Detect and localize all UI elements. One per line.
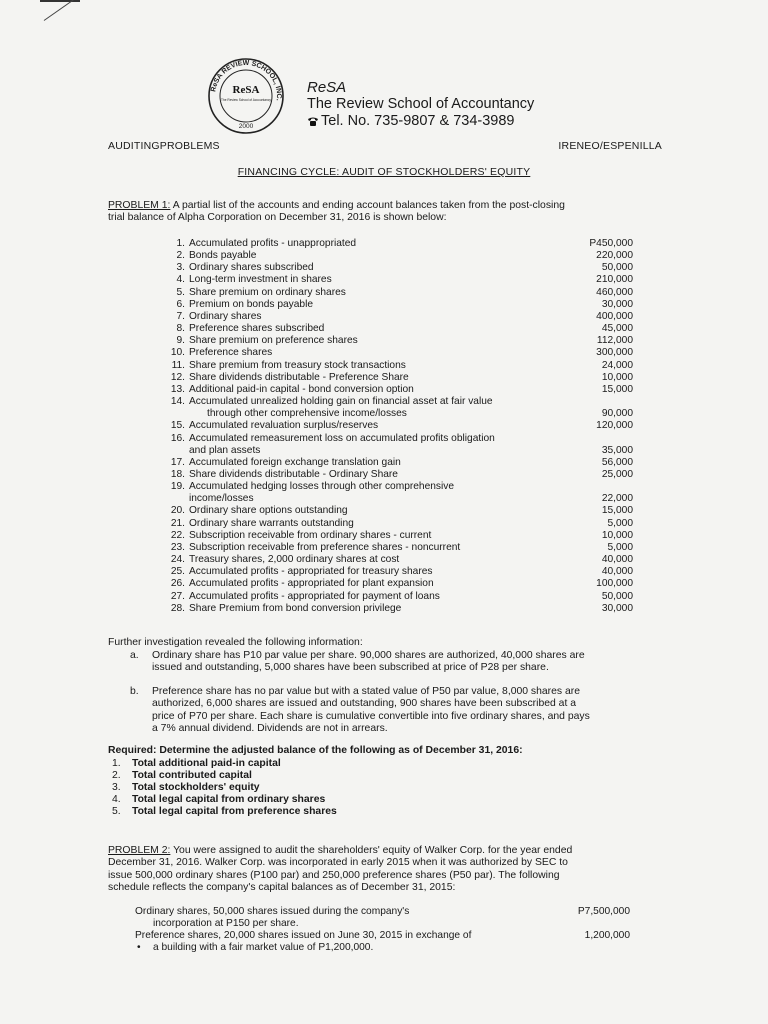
- phone-line: [307, 113, 534, 130]
- account-label: Ordinary shares subscribed: [189, 262, 314, 274]
- account-number: 27.: [170, 590, 185, 602]
- account-label: Subscription receivable from ordinary shares - current: [189, 529, 432, 541]
- account-number: 5.: [176, 286, 185, 298]
- account-label: Share Premium from bond conversion privilege: [189, 602, 402, 614]
- required-text: Total contributed capital: [132, 770, 252, 781]
- account-label: Share premium on ordinary shares: [189, 286, 346, 298]
- account-amount: 90,000: [601, 408, 633, 420]
- account-label: Bonds payable: [189, 250, 257, 262]
- account-row: [163, 250, 633, 262]
- account-label: Share premium from treasury stock transactions: [189, 359, 406, 371]
- account-amount: 10,000: [601, 371, 633, 383]
- account-label: and plan assets: [189, 444, 261, 456]
- problem2-label: PROBLEM 2:: [108, 845, 171, 856]
- account-row: [163, 505, 633, 517]
- problem2-intro: [108, 845, 658, 895]
- problem2-line4: schedule reflects the company's capital balances as of December 31, 2015:: [108, 882, 456, 894]
- note-b-line2: authorized, 6,000 shares are issued and outstanding, 900 shares have been subscribed at a: [152, 698, 576, 710]
- school-name: The Review School of Accountancy: [307, 96, 535, 112]
- note-b-letter: b.: [130, 686, 139, 697]
- account-number: 10.: [170, 347, 185, 359]
- account-label: Accumulated profits - appropriated for plant expansion: [189, 578, 434, 590]
- account-label: Long-term investment in shares: [189, 274, 332, 286]
- account-amount: 220,000: [596, 250, 633, 262]
- required-number: 4.: [112, 794, 121, 805]
- account-label: Premium on bonds payable: [189, 298, 314, 310]
- account-number: 17.: [170, 456, 185, 468]
- balance-preference-line1: Preference shares, 20,000 shares issued on June 30, 2015 in exchange of: [135, 930, 472, 941]
- problem1-label: PROBLEM 1:: [108, 200, 171, 211]
- account-number: 28.: [170, 602, 185, 614]
- account-amount: 112,000: [596, 335, 633, 347]
- account-amount: 50,000: [601, 262, 633, 274]
- account-number: 15.: [170, 420, 185, 432]
- required-item: [112, 770, 337, 782]
- account-row: [163, 335, 633, 347]
- account-row: [163, 408, 633, 420]
- account-number: 4.: [176, 274, 185, 286]
- seal-ring-text: ReSA REVIEW SCHOOL, INC.: [210, 59, 283, 102]
- account-row: [163, 299, 633, 311]
- account-number: 22.: [170, 529, 185, 541]
- account-row: [163, 262, 633, 274]
- brand-name: ReSA: [307, 79, 347, 96]
- required-number: 1.: [112, 758, 121, 769]
- account-number: 3.: [176, 262, 185, 274]
- account-label: income/losses: [189, 493, 254, 505]
- account-row: [163, 518, 633, 530]
- required-number: 5.: [112, 806, 121, 817]
- account-number: 8.: [176, 323, 185, 335]
- account-row: [163, 238, 633, 250]
- account-amount: 400,000: [596, 310, 633, 322]
- account-label: Additional paid-in capital - bond conversion option: [189, 383, 414, 395]
- account-amount: 10,000: [601, 529, 633, 541]
- page-title: FINANCING CYCLE: AUDIT OF STOCKHOLDERS' EQUITY: [237, 166, 531, 178]
- required-text: Total legal capital from ordinary shares: [132, 794, 326, 805]
- account-row: [163, 274, 633, 286]
- account-row: [163, 384, 633, 396]
- account-row: [163, 566, 633, 578]
- required-item: [112, 806, 337, 818]
- account-label: Share dividends distributable - Ordinary Share: [189, 468, 398, 480]
- account-amount: 5,000: [607, 517, 633, 529]
- balance-preference-line2: a building with a fair market value of P1,200,000.: [153, 942, 374, 954]
- account-amount: P450,000: [589, 238, 633, 249]
- account-amount: 25,000: [601, 468, 633, 480]
- note-b: [130, 686, 658, 736]
- required-list: [112, 758, 337, 818]
- resa-seal-logo: [207, 57, 285, 135]
- account-number: 7.: [176, 310, 185, 322]
- note-a-line2: issued and outstanding, 5,000 shares have been subscribed at price of P28 per share.: [152, 662, 549, 674]
- account-number: [163, 408, 189, 420]
- account-label: Accumulated unrealized holding gain on financial asset at fair value: [189, 396, 493, 408]
- further-intro: Further investigation revealed the following information:: [108, 637, 363, 648]
- account-number: [163, 493, 189, 505]
- seal-subtext: The Review School of Accountancy: [221, 98, 271, 102]
- required-number: 3.: [112, 782, 121, 793]
- scan-mark: [40, 0, 80, 2]
- author-label: IRENEO/ESPENILLA: [558, 140, 662, 152]
- seal-year: 2000: [238, 123, 254, 130]
- account-amount: 24,000: [601, 359, 633, 371]
- required-text: Total stockholders' equity: [132, 782, 260, 793]
- account-amount: 22,000: [601, 493, 633, 505]
- account-row: [163, 554, 633, 566]
- account-row: [163, 457, 633, 469]
- balance-preference-amount: 1,200,000: [584, 930, 630, 941]
- brand-block: [307, 79, 534, 130]
- required-text: Total additional paid-in capital: [132, 758, 281, 769]
- account-number: 20.: [170, 505, 185, 517]
- account-label: Share premium on preference shares: [189, 335, 358, 347]
- course-label: AUDITINGPROBLEMS: [108, 140, 220, 152]
- problem2-line2: December 31, 2016. Walker Corp. was incorporated in early 2015 when it was authorized by SEC to: [108, 857, 568, 869]
- account-label: Accumulated profits - appropriated for payment of loans: [189, 590, 440, 602]
- account-amount: 30,000: [601, 602, 633, 614]
- account-amount: 56,000: [601, 456, 633, 468]
- account-label: Accumulated profits - unappropriated: [189, 238, 357, 249]
- account-amount: 40,000: [601, 554, 633, 566]
- account-amount: 5,000: [607, 541, 633, 553]
- account-number: 16.: [170, 432, 185, 444]
- required-item: [112, 758, 337, 770]
- note-a: [130, 650, 658, 675]
- required-text: Total legal capital from preference shares: [132, 806, 337, 817]
- account-row: [163, 396, 633, 408]
- account-row: [163, 493, 633, 505]
- note-a-letter: a.: [130, 650, 139, 661]
- account-amount: 300,000: [596, 347, 633, 359]
- account-number: 13.: [170, 383, 185, 395]
- telephone-icon: [307, 116, 319, 127]
- account-number: 12.: [170, 371, 185, 383]
- account-label: Share dividends distributable - Preference Share: [189, 371, 409, 383]
- account-label: Accumulated profits - appropriated for treasury shares: [189, 566, 433, 578]
- problem2-line1: You were assigned to audit the shareholders' equity of Walker Corp. for the year ended: [173, 845, 573, 856]
- account-number: 18.: [170, 468, 185, 480]
- account-row: [163, 420, 633, 432]
- balance-ordinary-amount: P7,500,000: [577, 906, 630, 917]
- balance-row-ordinary: [135, 906, 630, 930]
- seal-center-text: ReSA: [232, 84, 260, 96]
- account-number: 9.: [176, 335, 185, 347]
- account-number: 1.: [176, 238, 185, 249]
- account-amount: 50,000: [601, 590, 633, 602]
- account-label: Accumulated remeasurement loss on accumulated profits obligation: [189, 432, 495, 444]
- account-row: [163, 287, 633, 299]
- note-b-line3: price of P70 per share. Each share is cumulative convertible into five ordinary shares, and pays: [152, 710, 590, 722]
- problem2-line3: issue 500,000 ordinary shares (P100 par) and 250,000 preference shares (P50 par). The following: [108, 869, 560, 881]
- account-label: Accumulated revaluation surplus/reserves: [189, 420, 379, 432]
- account-row: [163, 360, 633, 372]
- problem1-intro-line2: trial balance of Alpha Corporation on December 31, 2016 is shown below:: [108, 212, 447, 224]
- account-amount: 40,000: [601, 566, 633, 578]
- account-row: [163, 311, 633, 323]
- account-label: Ordinary shares: [189, 310, 262, 322]
- account-amount: 120,000: [596, 420, 633, 432]
- bullet-dot: •: [137, 942, 141, 954]
- account-label: Ordinary share warrants outstanding: [189, 517, 354, 529]
- note-a-line1: Ordinary share has P10 par value per share. 90,000 shares are authorized, 40,000 shares are: [152, 650, 585, 661]
- account-number: 19.: [170, 481, 185, 493]
- required-item: [112, 782, 337, 794]
- account-number: 6.: [176, 298, 185, 310]
- balance-row-preference: [135, 930, 630, 954]
- account-row: [163, 323, 633, 335]
- account-row: [163, 372, 633, 384]
- account-row: [163, 469, 633, 481]
- note-b-line1: Preference share has no par value but with a stated value of P50 par value, 8,000 shares are: [152, 686, 581, 697]
- account-amount: 15,000: [601, 383, 633, 395]
- account-amount: 100,000: [596, 578, 633, 590]
- account-number: 14.: [170, 396, 185, 408]
- account-row: [163, 481, 633, 493]
- required-item: [112, 794, 337, 806]
- account-row: [163, 347, 633, 359]
- balance-ordinary-line1: Ordinary shares, 50,000 shares issued during the company's: [135, 906, 410, 917]
- account-row: [163, 445, 633, 457]
- account-row: [163, 578, 633, 590]
- problem1-intro-line1: A partial list of the accounts and ending account balances taken from the post-closing: [172, 200, 565, 211]
- account-row: [163, 433, 633, 445]
- account-number: 2.: [176, 250, 185, 262]
- account-row: [163, 603, 633, 615]
- account-list: [163, 238, 633, 615]
- account-amount: 35,000: [601, 444, 633, 456]
- account-label: through other comprehensive income/losses: [207, 408, 407, 420]
- account-label: Accumulated foreign exchange translation gain: [189, 456, 401, 468]
- account-label: Accumulated hedging losses through other comprehensive: [189, 481, 455, 493]
- account-amount: 210,000: [596, 274, 633, 286]
- account-number: 26.: [170, 578, 185, 590]
- account-label: Preference shares: [189, 347, 273, 359]
- account-number: 23.: [170, 541, 185, 553]
- required-intro: Required: Determine the adjusted balance of the following as of December 31, 2016:: [108, 745, 523, 756]
- pen-stroke: [44, 0, 74, 21]
- account-row: [163, 542, 633, 554]
- account-label: Preference shares subscribed: [189, 323, 325, 335]
- account-number: 25.: [170, 566, 185, 578]
- account-label: Treasury shares, 2,000 ordinary shares at cost: [189, 554, 400, 566]
- problem1-intro: [108, 200, 658, 225]
- account-amount: 15,000: [601, 505, 633, 517]
- account-number: 11.: [171, 359, 185, 371]
- account-amount: 30,000: [601, 298, 633, 310]
- note-b-line4: a 7% annual dividend. Dividends are not in arrears.: [152, 723, 388, 735]
- balance-ordinary-line2: incorporation at P150 per share.: [153, 918, 299, 930]
- account-amount: 45,000: [601, 323, 633, 335]
- account-amount: 460,000: [596, 286, 633, 298]
- account-row: [163, 530, 633, 542]
- account-row: [163, 591, 633, 603]
- account-number: 21.: [170, 517, 185, 529]
- account-number: [163, 445, 189, 457]
- account-label: Subscription receivable from preference shares - noncurrent: [189, 541, 461, 553]
- phone-number: Tel. No. 735-9807 & 734-3989: [321, 113, 515, 129]
- required-number: 2.: [112, 770, 121, 781]
- account-label: Ordinary share options outstanding: [189, 505, 348, 517]
- account-number: 24.: [170, 554, 185, 566]
